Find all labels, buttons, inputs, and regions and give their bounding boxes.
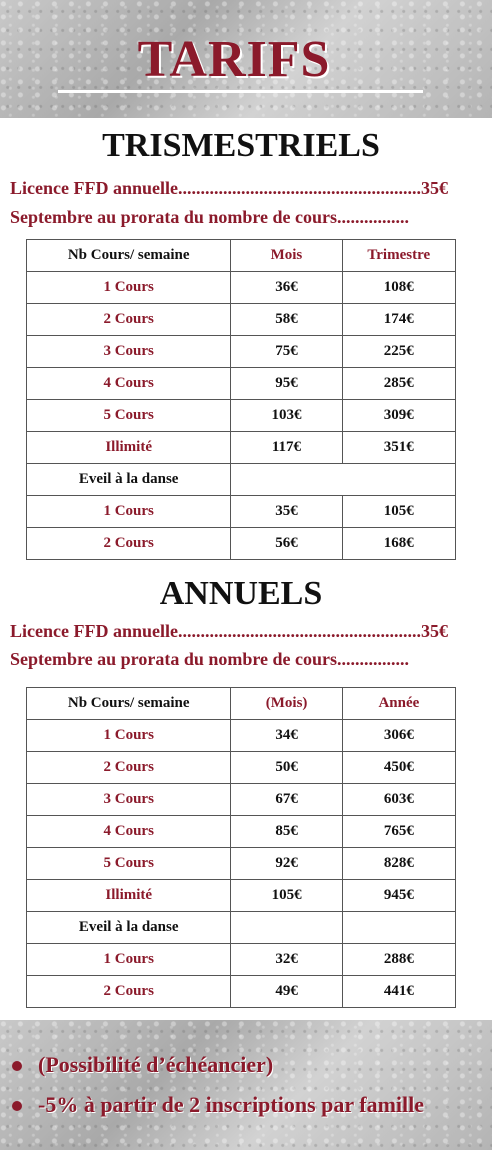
table-row	[27, 272, 456, 304]
table-row	[27, 816, 456, 848]
table-row	[27, 720, 456, 752]
cell-cours: 2 Cours	[27, 304, 231, 336]
cell-price: 765€	[342, 816, 455, 848]
cell-price: 34€	[231, 720, 342, 752]
licence-line-annuels: Licence FFD annuelle......................................................35€	[10, 621, 448, 641]
table-row	[27, 496, 456, 528]
column-header: Trimestre	[342, 240, 455, 272]
table-row	[27, 336, 456, 368]
table-row	[27, 848, 456, 880]
cell-cours: 1 Cours	[27, 720, 231, 752]
footer-notes	[12, 1052, 482, 1132]
cell-price: 351€	[342, 432, 455, 464]
licence-line-trimestriels: Licence FFD annuelle......................................................35€	[10, 178, 448, 198]
cell-price: 450€	[342, 752, 455, 784]
table-row	[27, 784, 456, 816]
cell-cours: 4 Cours	[27, 816, 231, 848]
cell-cours: 5 Cours	[27, 400, 231, 432]
cell-price: 85€	[231, 816, 342, 848]
table-row	[27, 304, 456, 336]
cell-price: 32€	[231, 944, 342, 976]
empty-cell	[231, 912, 342, 944]
cell-price: 75€	[231, 336, 342, 368]
cell-cours: 3 Cours	[27, 336, 231, 368]
column-header: Année	[342, 688, 455, 720]
cell-price: 103€	[231, 400, 342, 432]
table-row	[27, 368, 456, 400]
section-heading-annuels: ANNUELS	[159, 575, 323, 612]
list-item	[12, 1092, 482, 1132]
cell-price: 56€	[231, 528, 342, 560]
table-header-row	[27, 688, 456, 720]
cell-cours: 1 Cours	[27, 496, 231, 528]
cell-price: 441€	[342, 976, 455, 1008]
table-row	[27, 944, 456, 976]
column-header: Nb Cours/ semaine	[27, 240, 231, 272]
table-row	[27, 432, 456, 464]
table-row	[27, 880, 456, 912]
cell-cours: 2 Cours	[27, 528, 231, 560]
title-underline	[58, 90, 423, 93]
bullet-icon	[12, 1101, 22, 1111]
cell-price: 49€	[231, 976, 342, 1008]
empty-cell	[231, 464, 456, 496]
table-row	[27, 976, 456, 1008]
cell-cours: Illimité	[27, 432, 231, 464]
empty-cell	[342, 912, 455, 944]
cell-price: 35€	[231, 496, 342, 528]
cell-price: 36€	[231, 272, 342, 304]
cell-price: 288€	[342, 944, 455, 976]
list-item	[12, 1052, 482, 1092]
price-table-annuels	[26, 687, 456, 1008]
cell-price: 225€	[342, 336, 455, 368]
prorata-line-annuels: Septembre au prorata du nombre de cours................	[10, 649, 410, 669]
note-text: (Possibilité d’échéancier)	[38, 1052, 274, 1077]
column-header: Nb Cours/ semaine	[27, 688, 231, 720]
price-table-trimestriels	[26, 239, 456, 560]
cell-price: 67€	[231, 784, 342, 816]
cell-price: 168€	[342, 528, 455, 560]
bullet-icon	[12, 1061, 22, 1071]
cell-price: 945€	[342, 880, 455, 912]
column-header: (Mois)	[231, 688, 342, 720]
cell-cours: 3 Cours	[27, 784, 231, 816]
cell-price: 50€	[231, 752, 342, 784]
eveil-label: Eveil à la danse	[27, 912, 231, 944]
cell-cours: 1 Cours	[27, 272, 231, 304]
eveil-label: Eveil à la danse	[27, 464, 231, 496]
cell-price: 58€	[231, 304, 342, 336]
table-row	[27, 528, 456, 560]
section-heading-trimestriels: TRISMESTRIELS	[102, 127, 380, 164]
cell-price: 828€	[342, 848, 455, 880]
cell-cours: 5 Cours	[27, 848, 231, 880]
cell-price: 108€	[342, 272, 455, 304]
cell-cours: 1 Cours	[27, 944, 231, 976]
table-row	[27, 400, 456, 432]
cell-price: 92€	[231, 848, 342, 880]
cell-price: 603€	[342, 784, 455, 816]
cell-price: 285€	[342, 368, 455, 400]
cell-cours: 2 Cours	[27, 752, 231, 784]
table-row-eveil-label	[27, 464, 456, 496]
page-title: TARIFS	[137, 31, 331, 88]
cell-price: 105€	[342, 496, 455, 528]
cell-cours: 2 Cours	[27, 976, 231, 1008]
column-header: Mois	[231, 240, 342, 272]
table-header-row	[27, 240, 456, 272]
cell-cours: 4 Cours	[27, 368, 231, 400]
cell-price: 117€	[231, 432, 342, 464]
cell-price: 306€	[342, 720, 455, 752]
cell-cours: Illimité	[27, 880, 231, 912]
table-row	[27, 752, 456, 784]
table-row-eveil-label	[27, 912, 456, 944]
cell-price: 174€	[342, 304, 455, 336]
note-text: -5% à partir de 2 inscriptions par famille	[38, 1092, 425, 1117]
cell-price: 105€	[231, 880, 342, 912]
cell-price: 309€	[342, 400, 455, 432]
prorata-line-trimestriels: Septembre au prorata du nombre de cours................	[10, 207, 410, 227]
cell-price: 95€	[231, 368, 342, 400]
